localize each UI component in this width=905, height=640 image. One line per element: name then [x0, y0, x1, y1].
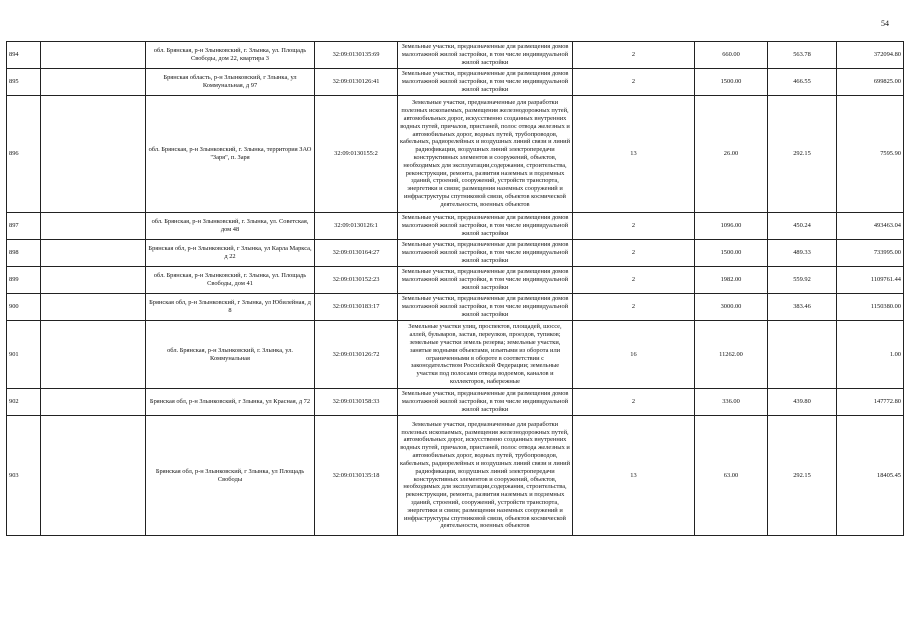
area-cell: 26.00 — [695, 96, 768, 213]
cadastral-value-cell: 147772.80 — [837, 389, 904, 416]
table-body — [7, 42, 904, 536]
blank-cell — [41, 389, 146, 416]
cadastral-number-cell: 32:09:0130126:72 — [315, 321, 398, 389]
address-cell: Брянская обл, р-н Злынковский, г Злынка, ул Карла Маркса, д 22 — [146, 240, 315, 267]
land-use-cell: Земельные участки, предназначенные для размещения домов малоэтажной жилой застройки, в том числе индивидуальной жилой застройки — [398, 213, 573, 240]
area-cell: 1096.00 — [695, 213, 768, 240]
row-number: 901 — [7, 321, 41, 389]
unit-value-cell: 292.15 — [768, 416, 837, 536]
blank-cell — [41, 416, 146, 536]
table-row — [7, 69, 904, 96]
cadastral-value-cell: 733995.00 — [837, 240, 904, 267]
row-number: 897 — [7, 213, 41, 240]
row-number: 894 — [7, 42, 41, 69]
category-code-cell: 2 — [573, 240, 695, 267]
land-use-cell: Земельные участки, предназначенные для разработки полезных ископаемых, размещения железнодорожных путей, автомобильных дорог, искусственно созданных внутренних водных путей, причалов, пристаней, полос отвода железных и автомобильных дорог, водных путей, трубопроводов, кабельных, радиорелейных и воздушных линий связи и линий радиофикации, воздушных линий электропередачи конструктивных элементов и сооружений, объектов, необходимых для эксплуатации,содержания, строительства, реконструкции, ремонта, развития наземных и подземных зданий, строений, сооружений, устройств транспорта, энергетики и связи; размещения наземных сооружений и инфраструктуры спутниковой связи, объектов космической деятельности, военных объектов — [398, 416, 573, 536]
cadastral-number-cell: 32:09:0130135:18 — [315, 416, 398, 536]
cadastral-value-cell: 1109761.44 — [837, 267, 904, 294]
blank-cell — [41, 96, 146, 213]
row-number: 899 — [7, 267, 41, 294]
address-cell: обл. Брянская, р-н Злынковский, г. Злынка, ул. Коммунальная — [146, 321, 315, 389]
unit-value-cell: 489.33 — [768, 240, 837, 267]
table-row — [7, 267, 904, 294]
cadastral-number-cell: 32:09:0130126:41 — [315, 69, 398, 96]
land-use-cell: Земельные участки, предназначенные для размещения домов малоэтажной жилой застройки, в том числе индивидуальной жилой застройки — [398, 294, 573, 321]
row-number: 895 — [7, 69, 41, 96]
cadastral-number-cell: 32:09:0130126:1 — [315, 213, 398, 240]
category-code-cell: 13 — [573, 96, 695, 213]
row-number: 898 — [7, 240, 41, 267]
cadastral-value-cell: 1150380.00 — [837, 294, 904, 321]
land-use-cell: Земельные участки, предназначенные для разработки полезных ископаемых, размещения железнодорожных путей, автомобильных дорог, искусственно созданных внутренних водных путей, причалов, пристаней, полос отвода железных и автомобильных дорог, водных путей, трубопроводов, кабельных, радиорелейных и воздушных линий связи и линий радиофикации, воздушных линий электропередачи конструктивных элементов и сооружений, объектов, необходимых для эксплуатации,содержания, строительства, реконструкции, ремонта, развития наземных и подземных зданий, строений, сооружений, устройств транспорта, энергетики и связи; размещения наземных сооружений и инфраструктуры спутниковой связи, объектов космической деятельности, военных объектов — [398, 96, 573, 213]
blank-cell — [41, 42, 146, 69]
address-cell: Брянская обл, р-н Злынковский, г Злынка, ул Юбилейная, д 8 — [146, 294, 315, 321]
table-row — [7, 42, 904, 69]
cadastral-value-cell: 18405.45 — [837, 416, 904, 536]
unit-value-cell — [768, 321, 837, 389]
address-cell: обл. Брянская, р-н Злынковский, г. Злынка, ул. Советская, дом 48 — [146, 213, 315, 240]
table-row — [7, 321, 904, 389]
row-number: 903 — [7, 416, 41, 536]
area-cell: 3000.00 — [695, 294, 768, 321]
area-cell: 1500.00 — [695, 240, 768, 267]
address-cell: Брянская обл, р-н Злынковский, г Злынка, ул Красная, д 72 — [146, 389, 315, 416]
category-code-cell: 13 — [573, 416, 695, 536]
unit-value-cell: 559.92 — [768, 267, 837, 294]
area-cell: 1500.00 — [695, 69, 768, 96]
cadastral-value-cell: 7595.90 — [837, 96, 904, 213]
row-number: 896 — [7, 96, 41, 213]
unit-value-cell: 383.46 — [768, 294, 837, 321]
land-use-cell: Земельные участки, предназначенные для размещения домов малоэтажной жилой застройки, в том числе индивидуальной жилой застройки — [398, 240, 573, 267]
address-cell: обл. Брянская, р-н Злынковский, г. Злынка, территория ЗАО "Заря", п. Заря — [146, 96, 315, 213]
area-cell: 63.00 — [695, 416, 768, 536]
category-code-cell: 2 — [573, 389, 695, 416]
blank-cell — [41, 267, 146, 294]
address-cell: обл. Брянская, р-н Злынковский, г. Злынка, ул. Площадь Свободы, дом 41 — [146, 267, 315, 294]
cadastral-number-cell: 32:09:0130164:27 — [315, 240, 398, 267]
area-cell: 336.00 — [695, 389, 768, 416]
cadastral-value-cell: 372094.80 — [837, 42, 904, 69]
cadastral-number-cell: 32:09:0130155:2 — [315, 96, 398, 213]
category-code-cell: 2 — [573, 294, 695, 321]
table-row — [7, 96, 904, 213]
category-code-cell: 2 — [573, 69, 695, 96]
land-use-cell: Земельные участки, предназначенные для размещения домов малоэтажной жилой застройки, в том числе индивидуальной жилой застройки — [398, 267, 573, 294]
blank-cell — [41, 240, 146, 267]
cadastral-value-cell: 699825.00 — [837, 69, 904, 96]
land-use-cell: Земельные участки, предназначенные для размещения домов малоэтажной жилой застройки, в том числе индивидуальной жилой застройки — [398, 389, 573, 416]
address-cell: Брянская область, р-н Злынковский, г Злынка, ул Коммунальная, д 97 — [146, 69, 315, 96]
cadastral-number-cell: 32:09:0130152:23 — [315, 267, 398, 294]
unit-value-cell: 292.15 — [768, 96, 837, 213]
category-code-cell: 2 — [573, 267, 695, 294]
land-use-cell: Земельные участки, предназначенные для размещения домов малоэтажной жилой застройки, в том числе индивидуальной жилой застройки — [398, 69, 573, 96]
blank-cell — [41, 69, 146, 96]
row-number: 902 — [7, 389, 41, 416]
row-number: 900 — [7, 294, 41, 321]
blank-cell — [41, 213, 146, 240]
table-row — [7, 213, 904, 240]
cadastral-number-cell: 32:09:0130158:33 — [315, 389, 398, 416]
cadastral-value-cell: 493463.04 — [837, 213, 904, 240]
unit-value-cell: 439.80 — [768, 389, 837, 416]
area-cell: 660.00 — [695, 42, 768, 69]
category-code-cell: 2 — [573, 213, 695, 240]
cadastral-number-cell: 32:09:0130135:69 — [315, 42, 398, 69]
blank-cell — [41, 321, 146, 389]
unit-value-cell: 563.78 — [768, 42, 837, 69]
unit-value-cell: 450.24 — [768, 213, 837, 240]
table-row — [7, 294, 904, 321]
table-row — [7, 240, 904, 267]
category-code-cell: 2 — [573, 42, 695, 69]
category-code-cell: 16 — [573, 321, 695, 389]
land-registry-table — [6, 41, 904, 536]
cadastral-number-cell: 32:09:0130183:17 — [315, 294, 398, 321]
address-cell: обл. Брянская, р-н Злынковский, г. Злынка, ул. Площадь Свободы, дом 22, квартира 3 — [146, 42, 315, 69]
table-row — [7, 389, 904, 416]
land-use-cell: Земельные участки улиц, проспектов, площадей, шоссе, аллей, бульваров, застав, переулков, проездов, тупиков; земельные участки земель резерва; земельные участки, занятые водными объектами, изъятыми из оборота или ограниченными в обороте в соответствии с законодательством Российской Федерации; земельные участки под полосами отвода водоемов, каналов и коллекторов, набережные — [398, 321, 573, 389]
address-cell: Брянская обл, р-н Злынковский, г Злынка, ул Площадь Свободы — [146, 416, 315, 536]
unit-value-cell: 466.55 — [768, 69, 837, 96]
area-cell: 11262.00 — [695, 321, 768, 389]
table-row — [7, 416, 904, 536]
cadastral-value-cell: 1.00 — [837, 321, 904, 389]
land-use-cell: Земельные участки, предназначенные для размещения домов малоэтажной жилой застройки, в том числе индивидуальной жилой застройки — [398, 42, 573, 69]
area-cell: 1982.00 — [695, 267, 768, 294]
page-number: 54 — [881, 19, 889, 28]
blank-cell — [41, 294, 146, 321]
